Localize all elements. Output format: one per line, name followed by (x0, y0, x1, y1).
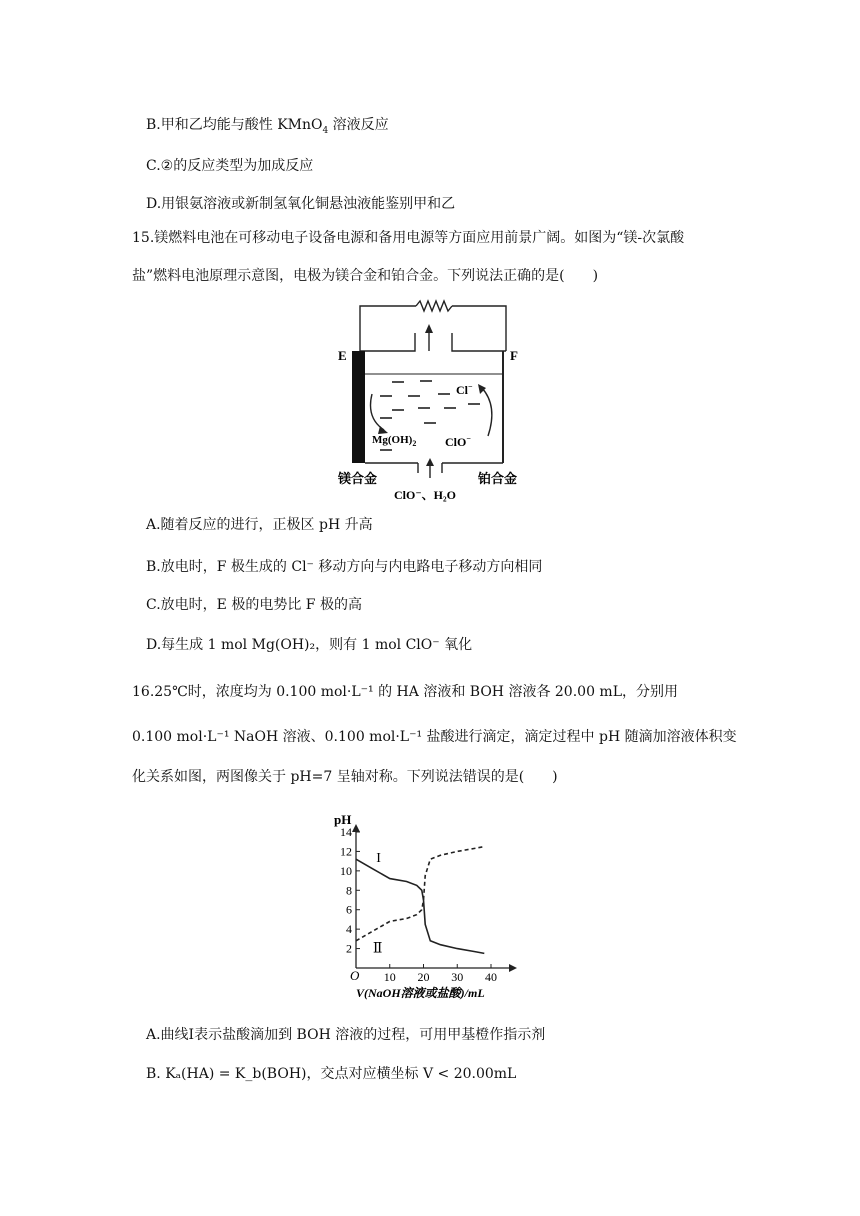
y-tick-label: 6 (346, 902, 352, 917)
y-tick-label: 4 (346, 922, 352, 937)
ion-label-clo-sup: − (466, 434, 471, 443)
q16-stem-line3: 化关系如图，两图像关于 pH=7 呈轴对称。下列说法错误的是( ) (132, 769, 558, 785)
series-1-label: I (376, 851, 381, 867)
label-mg-oh2-text: Mg(OH) (372, 434, 413, 446)
y-tick-label: 14 (340, 825, 352, 839)
series-2-line (356, 847, 484, 941)
outlet-arrowhead-icon (425, 324, 433, 333)
ion-arrow-right-icon (482, 388, 492, 436)
mg-electrode (352, 351, 365, 463)
label-inlet: ClO⁻、H₂O (394, 488, 456, 502)
ion-label-cl (456, 382, 473, 397)
q15-option-b: B.放电时，F 极生成的 Cl⁻ 移动方向与内电路电子移动方向相同 (146, 559, 543, 575)
q14-option-b-tail: 溶液反应 (328, 117, 389, 133)
q15-option-a: A.随着反应的进行，正极区 pH 升高 (146, 517, 373, 533)
x-tick-label: 20 (417, 970, 430, 984)
chart-y-label: pH (334, 812, 352, 827)
circuit-wire-right (452, 306, 506, 351)
label-pt-alloy: 铂合金 (478, 471, 518, 486)
x-tick-label: 40 (485, 970, 497, 984)
q15-option-d: D.每生成 1 mol Mg(OH)₂，则有 1 mol ClO⁻ 氧化 (146, 637, 473, 653)
q14-option-c: C.②的反应类型为加成反应 (146, 158, 314, 174)
q14-option-b (146, 115, 389, 141)
chart-x-label: V(NaOH溶液或盐酸)/mL (356, 986, 485, 1000)
x-axis-arrow-icon (509, 964, 517, 972)
x-tick-label: 30 (451, 970, 464, 984)
label-f: F (510, 348, 518, 363)
y-tick-label: 10 (340, 863, 352, 878)
ion-label-cl-sup: − (468, 382, 473, 391)
x-tick-label: 10 (383, 970, 396, 984)
resistor-icon (416, 301, 452, 311)
label-mg-alloy: 镁合金 (338, 471, 378, 486)
q14-option-b-sub: 4 (322, 125, 329, 136)
container-top-right (452, 333, 506, 351)
fuel-cell-diagram (320, 288, 550, 504)
q16-option-a: A.曲线I表示盐酸滴加到 BOH 溶液的过程，可用甲基橙作指示剂 (146, 1027, 546, 1043)
q15-stem-line1: 15.镁燃料电池在可移动电子设备电源和备用电源等方面应用前景广阔。如图为“镁-次氯酸 (132, 230, 685, 246)
y-tick-label: 8 (346, 883, 352, 898)
inlet-arrowhead-icon (426, 458, 434, 466)
series-1-line (356, 859, 484, 953)
titration-chart (326, 812, 536, 1002)
y-tick-label: 12 (340, 844, 352, 859)
q16-option-b: B. Kₐ(HA) = K_b(BOH)，交点对应横坐标 V < 20.00mL (146, 1066, 517, 1082)
label-mg-oh2-sub: 2 (412, 439, 417, 448)
label-mg-oh2 (372, 434, 416, 448)
q14-option-d: D.用银氨溶液或新制氢氧化铜悬浊液能鉴别甲和乙 (146, 196, 456, 212)
ion-label-clo-text: ClO (445, 435, 467, 449)
series-2-label: Ⅱ (372, 941, 383, 957)
circuit-wire-left (360, 306, 416, 351)
y-tick-label: 2 (346, 941, 352, 956)
ion-label-clo (445, 434, 471, 449)
chart-origin-label: O (350, 968, 360, 983)
label-e: E (338, 348, 347, 363)
y-axis-arrow-icon (352, 824, 360, 832)
q16-stem-line1: 16.25℃时，浓度均为 0.100 mol·L⁻¹ 的 HA 溶液和 BOH 溶液各 20.00 mL，分别用 (132, 684, 679, 700)
q14-option-b-text: B.甲和乙均能与酸性 KMnO (146, 117, 323, 133)
q16-stem-line2: 0.100 mol·L⁻¹ NaOH 溶液、0.100 mol·L⁻¹ 盐酸进行滴定，滴定过程中 pH 随滴加溶液体积变 (132, 729, 737, 745)
ion-label-cl-text: Cl (456, 383, 468, 397)
container-top-left (360, 333, 415, 351)
ion-arrow-left-icon (371, 394, 385, 430)
q15-option-c: C.放电时，E 极的电势比 F 极的高 (146, 597, 362, 613)
q15-stem-line2: 盐”燃料电池原理示意图，电极为镁合金和铂合金。下列说法正确的是( ) (132, 268, 599, 284)
